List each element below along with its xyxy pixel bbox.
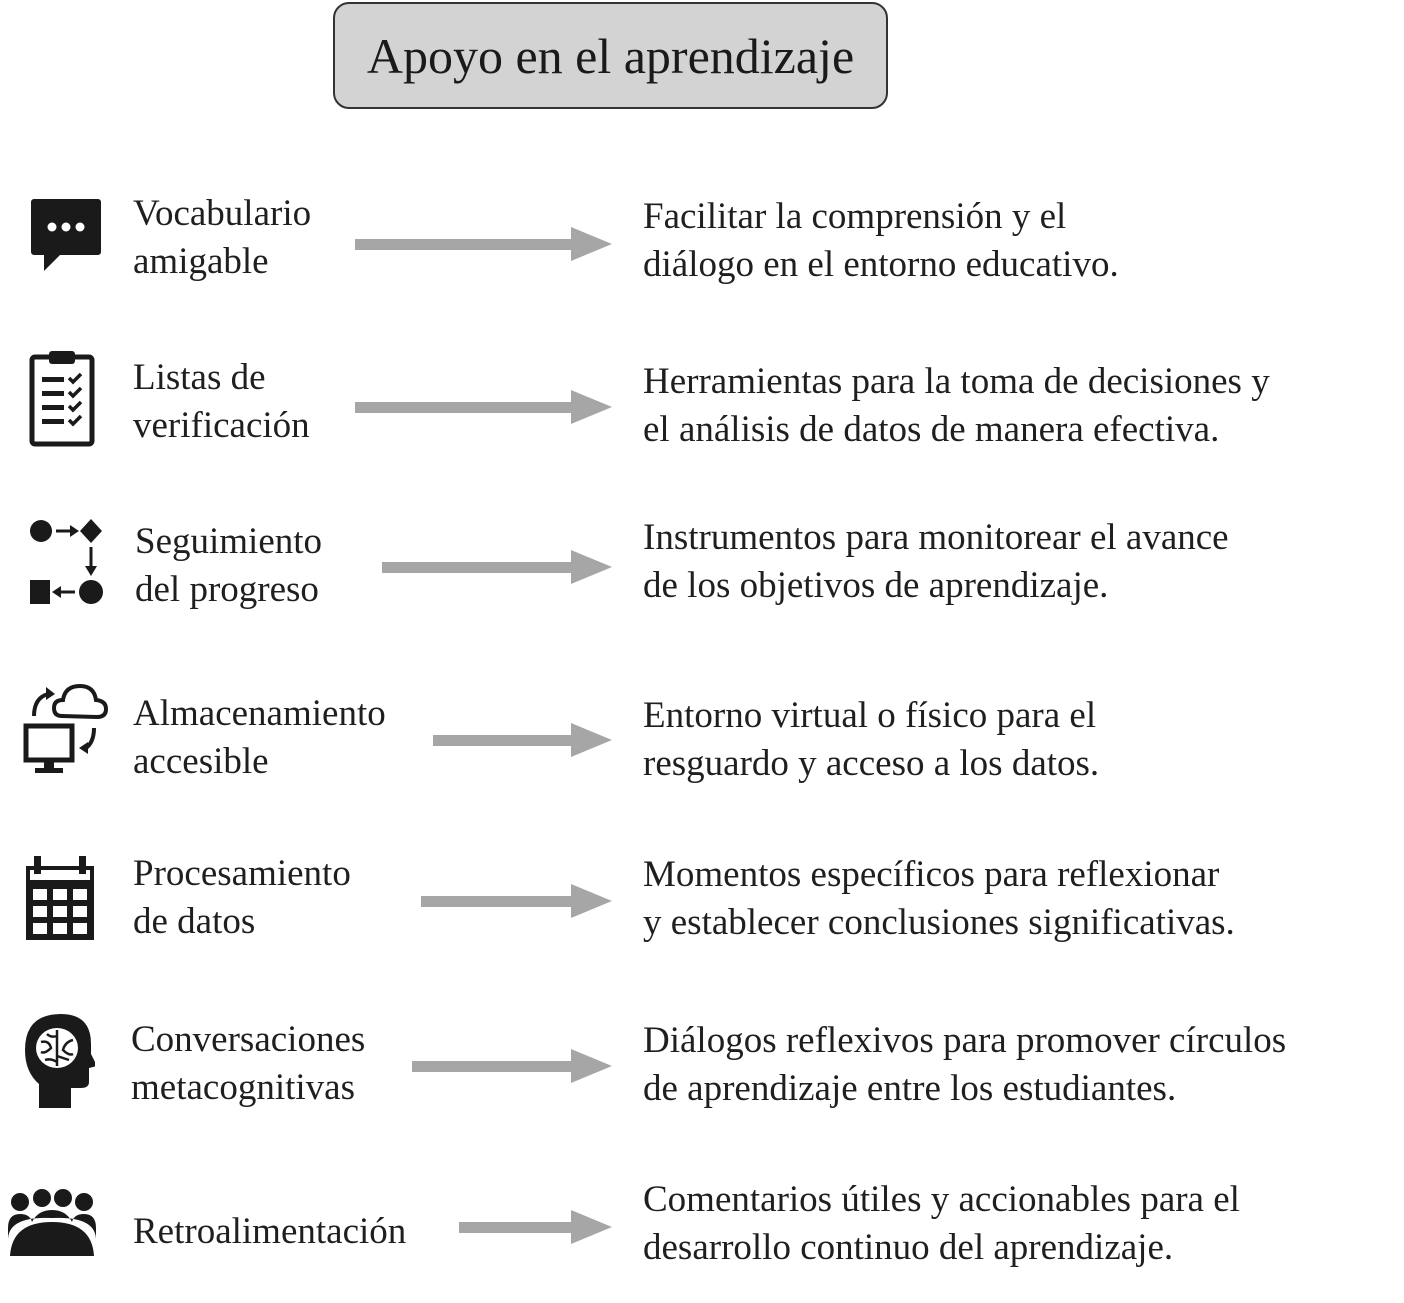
label-line: verificación [133, 405, 310, 446]
group-meeting-icon [8, 1188, 96, 1258]
label-line: Listas de [133, 357, 266, 398]
diagram-title: Apoyo en el aprendizaje [366, 27, 855, 84]
desc-line: de aprendizaje entre los estudiantes. [643, 1068, 1177, 1109]
head-brain-icon [23, 1010, 95, 1110]
row-label-procesamiento [133, 850, 351, 946]
label-line: del progreso [135, 569, 319, 610]
cloud-computer-sync-icon [22, 676, 110, 776]
row-label-conversaciones [131, 1016, 365, 1112]
desc-line: de los objetivos de aprendizaje. [643, 565, 1109, 606]
row-label-retroalimentacion [133, 1208, 406, 1256]
arrow-right [412, 1047, 613, 1085]
label-line: Retroalimentación [133, 1211, 407, 1252]
speech-bubble-icon [30, 197, 102, 273]
label-line: Almacenamiento [133, 693, 386, 734]
row-label-vocabulario [133, 190, 311, 286]
row-label-seguimiento [135, 518, 322, 614]
desc-line: y establecer conclusiones significativas. [643, 902, 1235, 943]
row-description [643, 692, 1099, 788]
arrow-right [355, 388, 613, 426]
desc-line: el análisis de datos de manera efectiva. [643, 409, 1220, 450]
desc-line: Momentos específicos para reflexionar [643, 854, 1220, 895]
desc-line: resguardo y acceso a los datos. [643, 743, 1100, 784]
desc-line: desarrollo continuo del aprendizaje. [643, 1227, 1174, 1268]
desc-line: Herramientas para la toma de decisiones y [643, 361, 1270, 402]
arrow-right [421, 882, 613, 920]
arrow-right [459, 1208, 613, 1246]
process-flow-icon [28, 516, 104, 608]
label-line: metacognitivas [131, 1067, 355, 1108]
arrow-right [433, 721, 613, 759]
row-description [643, 1017, 1286, 1113]
row-label-almacenamiento [133, 690, 386, 786]
row-description [643, 851, 1235, 947]
calendar-icon [24, 856, 96, 942]
row-description [643, 358, 1270, 454]
label-line: Vocabulario [133, 193, 312, 234]
label-line: Procesamiento [133, 853, 351, 894]
desc-line: Facilitar la comprensión y el [643, 196, 1067, 237]
row-description [643, 193, 1119, 289]
desc-line: Comentarios útiles y accionables para el [643, 1179, 1240, 1220]
desc-line: diálogo en el entorno educativo. [643, 244, 1119, 285]
checklist-clipboard-icon [29, 349, 95, 447]
row-description [643, 514, 1229, 610]
label-line: Conversaciones [131, 1019, 366, 1060]
desc-line: Entorno virtual o físico para el [643, 695, 1097, 736]
label-line: Seguimiento [135, 521, 323, 562]
row-label-listas [133, 354, 310, 450]
row-description [643, 1176, 1240, 1272]
arrow-right [382, 548, 613, 586]
title-box [333, 2, 888, 109]
label-line: de datos [133, 901, 256, 942]
label-line: accesible [133, 741, 269, 782]
desc-line: Diálogos reflexivos para promover círculos [643, 1020, 1287, 1061]
arrow-right [355, 225, 613, 263]
desc-line: Instrumentos para monitorear el avance [643, 517, 1229, 558]
label-line: amigable [133, 241, 269, 282]
